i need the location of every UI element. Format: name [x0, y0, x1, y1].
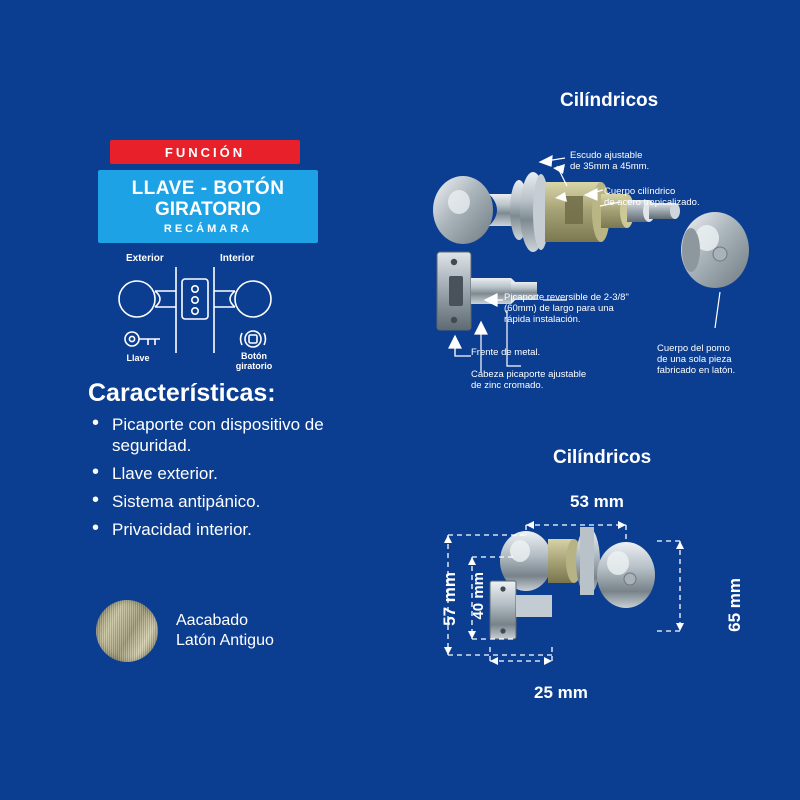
- door-section-diagram: [90, 253, 320, 373]
- left-column: [88, 140, 388, 547]
- list-item: • Picaporte con dispositivo de seguridad.: [88, 414, 388, 456]
- list-item: • Sistema antipánico.: [88, 491, 388, 512]
- callout-picaporte: Picaporte reversible de 2-3/8" (60mm) de largo para una rápida instalación.: [504, 292, 629, 325]
- section-title-exploded: Cilíndricos: [560, 90, 659, 111]
- product-name-line1: LLAVE - BOTÓN: [131, 178, 285, 199]
- list-item: • Privacidad interior.: [88, 519, 388, 540]
- product-name-line2: GIRATORIO: [155, 199, 261, 220]
- dimension-left-outer: 57 mm: [440, 572, 459, 626]
- section-title-dimensions: Cilíndricos: [553, 447, 652, 468]
- exterior-label: Exterior: [126, 253, 164, 264]
- product-room-label: RECÁMARA: [163, 223, 253, 235]
- finish-line1: Aacabado: [176, 612, 249, 629]
- callout-cabeza: Cabeza picaporte ajustable de zinc cromado.: [471, 369, 587, 391]
- function-banner: [110, 140, 300, 164]
- dimension-right: 65 mm: [725, 578, 744, 632]
- list-item: • Llave exterior.: [88, 463, 388, 484]
- key-label: Llave: [126, 353, 150, 363]
- finish-text: [176, 611, 274, 651]
- callout-leader-lines: [415, 140, 775, 400]
- callout-frente: Frente de metal.: [471, 347, 541, 358]
- callout-cuerpo-cilindrico: Cuerpo cilíndrico de acero tropicalizado.: [604, 186, 700, 208]
- features-title: Características:: [88, 379, 276, 407]
- turn-button-label: Botón giratorio: [235, 351, 273, 371]
- finish-swatch: [96, 600, 158, 662]
- product-name-box: [98, 170, 318, 243]
- callout-cuerpo-pomo: Cuerpo del pomo de una sola pieza fabricado en latón.: [657, 343, 736, 376]
- finish-row: [96, 600, 274, 662]
- dimension-left-inner: 40 mm: [470, 572, 487, 620]
- features-list: [88, 414, 388, 540]
- function-banner-label: FUNCIÓN: [164, 144, 246, 160]
- finish-line2: Latón Antiguo: [176, 632, 274, 649]
- dimension-top: 53 mm: [570, 492, 624, 511]
- interior-label: Interior: [220, 253, 255, 264]
- callout-escudo: Escudo ajustable de 35mm a 45mm.: [570, 150, 650, 172]
- dimension-bottom: 25 mm: [534, 683, 588, 702]
